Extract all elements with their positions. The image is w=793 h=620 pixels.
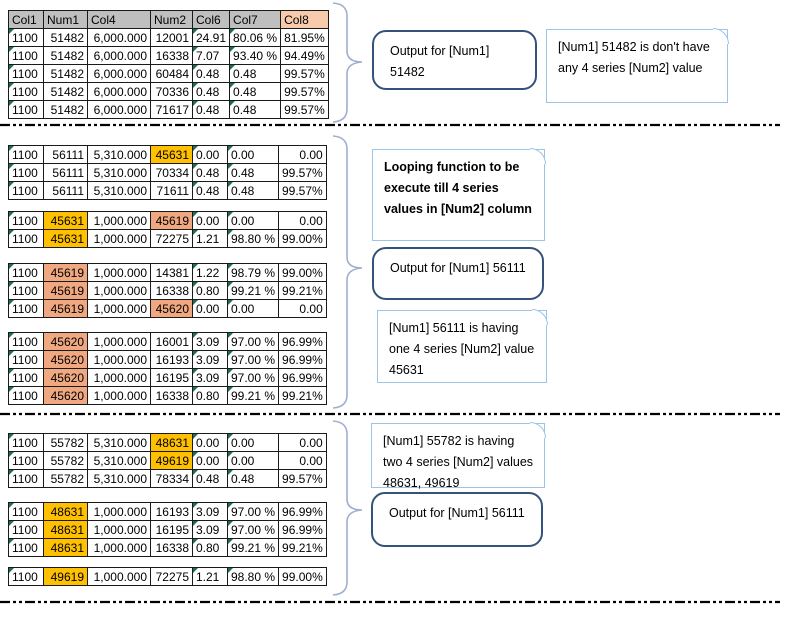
column-header-col7[interactable]: Col7 (230, 11, 281, 29)
callout-text: [Num1] 51482 is don't have any 4 series [Num2] value (558, 40, 710, 75)
cell-col6[interactable]: 0.00 (193, 146, 228, 164)
cell-col8[interactable]: 99.57% (279, 470, 327, 488)
cell-col6[interactable]: 3.09 (193, 503, 228, 521)
cell-num1[interactable]: 45619 (44, 300, 88, 318)
cell-col1[interactable]: 1100 (9, 47, 44, 65)
cell-col4[interactable]: 5,310.000 (88, 146, 151, 164)
cell-col4[interactable]: 6,000.000 (88, 29, 151, 47)
cell-col8[interactable]: 81.95% (281, 29, 329, 47)
cell-num2[interactable]: 60484 (151, 65, 193, 83)
cell-num1[interactable]: 49619 (44, 568, 88, 586)
cell-col8[interactable]: 96.99% (279, 503, 327, 521)
cell-num2[interactable]: 16001 (151, 333, 193, 351)
cell-col6[interactable]: 0.80 (193, 387, 228, 405)
cell-col1[interactable]: 1100 (9, 230, 44, 248)
cell-col4[interactable]: 5,310.000 (88, 164, 151, 182)
cell-col4[interactable]: 5,310.000 (88, 452, 151, 470)
cell-col8[interactable]: 96.99% (279, 351, 327, 369)
cell-col6[interactable]: 0.80 (193, 282, 228, 300)
table-num1-49619 (8, 567, 327, 586)
callout-text: Output for [Num1] 56111 (389, 506, 525, 520)
cell-col7[interactable]: 97.00 % (228, 351, 279, 369)
cell-col4[interactable]: 1,000.000 (88, 369, 151, 387)
cell-num1[interactable]: 51482 (44, 29, 88, 47)
column-header-num2[interactable]: Num2 (151, 11, 193, 29)
table-num1-45631 (8, 211, 327, 248)
cell-col6[interactable]: 0.00 (193, 300, 228, 318)
cell-num1[interactable]: 56111 (44, 146, 88, 164)
cell-col1[interactable]: 1100 (9, 470, 44, 488)
cell-col6[interactable]: 1.22 (193, 264, 228, 282)
table-row (9, 212, 327, 230)
cell-num2[interactable]: 48631 (151, 434, 193, 452)
cell-col4[interactable]: 1,000.000 (88, 333, 151, 351)
cell-col1[interactable]: 1100 (9, 282, 44, 300)
cell-col6[interactable]: 3.09 (193, 351, 228, 369)
cell-num2[interactable]: 72275 (151, 568, 193, 586)
table-row (9, 300, 327, 318)
cell-num1[interactable]: 51482 (44, 47, 88, 65)
cell-col4[interactable]: 1,000.000 (88, 351, 151, 369)
table-row (9, 182, 327, 200)
table-row (9, 282, 327, 300)
cell-num1[interactable]: 55782 (44, 434, 88, 452)
cell-col4[interactable]: 1,000.000 (88, 503, 151, 521)
cell-col7[interactable]: 0.48 (230, 83, 281, 101)
callout-output-56111[interactable] (372, 247, 544, 300)
cell-col8[interactable]: 99.00% (279, 264, 327, 282)
cell-col8[interactable]: 99.21% (279, 387, 327, 405)
cell-col8[interactable]: 96.99% (279, 521, 327, 539)
cell-col4[interactable]: 6,000.000 (88, 47, 151, 65)
cell-col7[interactable]: 99.21 % (228, 539, 279, 557)
cell-col6[interactable]: 0.48 (193, 470, 228, 488)
cell-col7[interactable]: 0.48 (230, 65, 281, 83)
table-row (9, 101, 329, 119)
section-divider-2 (0, 412, 780, 416)
cell-col6[interactable]: 24.91 (193, 29, 230, 47)
cell-col8[interactable]: 99.57% (279, 164, 327, 182)
cell-num2[interactable]: 45631 (151, 146, 193, 164)
cell-num1[interactable]: 56111 (44, 182, 88, 200)
cell-col1[interactable]: 1100 (9, 212, 44, 230)
cell-num1[interactable]: 48631 (44, 503, 88, 521)
cell-col7[interactable]: 0.00 (228, 452, 279, 470)
cell-col7[interactable]: 98.80 % (228, 568, 279, 586)
cell-col7[interactable]: 0.00 (228, 434, 279, 452)
cell-col4[interactable]: 1,000.000 (88, 568, 151, 586)
cell-col7[interactable]: 99.21 % (228, 387, 279, 405)
callout-note-51482[interactable] (546, 29, 728, 103)
cell-col6[interactable]: 3.09 (193, 333, 228, 351)
cell-col1[interactable]: 1100 (9, 351, 44, 369)
callout-text: Looping function to be execute till 4 series values in [Num2] column (384, 160, 532, 216)
cell-col8[interactable]: 99.57% (281, 65, 329, 83)
cell-col7[interactable]: 98.80 % (228, 230, 279, 248)
cell-num2[interactable]: 14381 (151, 264, 193, 282)
table-row (9, 452, 327, 470)
cell-num1[interactable]: 48631 (44, 539, 88, 557)
table-row (9, 521, 327, 539)
cell-num2[interactable]: 70336 (151, 83, 193, 101)
table-num1-56111 (8, 145, 327, 200)
callout-output-55782[interactable] (371, 492, 543, 547)
cell-col8[interactable]: 0.00 (279, 452, 327, 470)
cell-num1[interactable]: 48631 (44, 521, 88, 539)
cell-col1[interactable]: 1100 (9, 434, 44, 452)
cell-num2[interactable]: 71611 (151, 182, 193, 200)
cell-col4[interactable]: 1,000.000 (88, 539, 151, 557)
table-num1-48631 (8, 502, 327, 557)
cell-col8[interactable]: 0.00 (279, 300, 327, 318)
cell-col6[interactable]: 3.09 (193, 369, 228, 387)
cell-col4[interactable]: 5,310.000 (88, 470, 151, 488)
cell-num2[interactable]: 16338 (151, 387, 193, 405)
cell-col7[interactable]: 97.00 % (228, 521, 279, 539)
callout-looping-note[interactable] (372, 149, 545, 241)
cell-col8[interactable]: 99.21% (279, 282, 327, 300)
cell-num2[interactable]: 16193 (151, 351, 193, 369)
cell-num2[interactable]: 49619 (151, 452, 193, 470)
cell-col4[interactable]: 5,310.000 (88, 434, 151, 452)
cell-col7[interactable]: 0.00 (228, 300, 279, 318)
cell-col8[interactable]: 96.99% (279, 333, 327, 351)
cell-col8[interactable]: 94.49% (281, 47, 329, 65)
cell-col7[interactable]: 0.00 (228, 212, 279, 230)
cell-col6[interactable]: 0.48 (193, 83, 230, 101)
column-header-num1[interactable]: Num1 (44, 11, 88, 29)
cell-col7[interactable]: 97.00 % (228, 369, 279, 387)
column-header-col6[interactable]: Col6 (193, 11, 230, 29)
cell-col4[interactable]: 6,000.000 (88, 101, 151, 119)
cell-col4[interactable]: 1,000.000 (88, 521, 151, 539)
cell-num1[interactable]: 55782 (44, 452, 88, 470)
cell-col6[interactable]: 3.09 (193, 521, 228, 539)
cell-col8[interactable]: 0.00 (279, 434, 327, 452)
section-divider-3 (0, 600, 780, 604)
cell-num2[interactable]: 45619 (151, 212, 193, 230)
cell-col4[interactable]: 1,000.000 (88, 230, 151, 248)
cell-num2[interactable]: 45620 (151, 300, 193, 318)
table-row (9, 146, 327, 164)
cell-col6[interactable]: 0.00 (193, 452, 228, 470)
cell-col6[interactable]: 0.00 (193, 212, 228, 230)
cell-col6[interactable]: 0.80 (193, 539, 228, 557)
cell-col7[interactable]: 97.00 % (228, 503, 279, 521)
cell-col4[interactable]: 1,000.000 (88, 264, 151, 282)
table-row (9, 568, 327, 586)
cell-col7[interactable]: 0.48 (230, 101, 281, 119)
callout-text: Output for [Num1] 51482 (390, 44, 490, 79)
cell-col8[interactable]: 99.57% (281, 101, 329, 119)
callout-note-55782[interactable] (371, 423, 545, 488)
cell-num1[interactable]: 56111 (44, 164, 88, 182)
cell-col1[interactable]: 1100 (9, 146, 44, 164)
cell-num1[interactable]: 45620 (44, 351, 88, 369)
table-row (9, 264, 327, 282)
cell-col1[interactable]: 1100 (9, 568, 44, 586)
cell-col1[interactable]: 1100 (9, 65, 44, 83)
cell-num2[interactable]: 16195 (151, 369, 193, 387)
table-row (9, 29, 329, 47)
cell-col1[interactable]: 1100 (9, 369, 44, 387)
table-row (9, 387, 327, 405)
table-row (9, 503, 327, 521)
cell-col7[interactable]: 97.00 % (228, 333, 279, 351)
table-num1-51482 (8, 10, 329, 119)
cell-col1[interactable]: 1100 (9, 182, 44, 200)
cell-col4[interactable]: 1,000.000 (88, 282, 151, 300)
cell-col8[interactable]: 0.00 (279, 146, 327, 164)
cell-num1[interactable]: 51482 (44, 83, 88, 101)
cell-col6[interactable]: 7.07 (193, 47, 230, 65)
cell-col6[interactable]: 0.00 (193, 434, 228, 452)
table-num1-55782 (8, 433, 327, 488)
cell-col7[interactable]: 0.48 (228, 164, 279, 182)
section-brace-55782 (330, 420, 366, 596)
cell-num1[interactable]: 45620 (44, 387, 88, 405)
cell-col1[interactable]: 1100 (9, 264, 44, 282)
header-row (9, 11, 329, 29)
callout-text: [Num1] 55782 is having two 4 series [Num2] values 48631, 49619 (383, 434, 534, 490)
cell-num2[interactable]: 16338 (151, 282, 193, 300)
table-row (9, 47, 329, 65)
cell-col6[interactable]: 1.21 (193, 230, 228, 248)
cell-num2[interactable]: 72275 (151, 230, 193, 248)
cell-num1[interactable]: 45631 (44, 230, 88, 248)
cell-num2[interactable]: 16193 (151, 503, 193, 521)
cell-col1[interactable]: 1100 (9, 503, 44, 521)
cell-col4[interactable]: 1,000.000 (88, 212, 151, 230)
table-row (9, 65, 329, 83)
cell-col8[interactable]: 99.57% (279, 182, 327, 200)
cell-num1[interactable]: 51482 (44, 101, 88, 119)
cell-col8[interactable]: 96.99% (279, 369, 327, 387)
table-num1-45620 (8, 332, 327, 405)
cell-col6[interactable]: 0.48 (193, 182, 228, 200)
table-row (9, 369, 327, 387)
cell-col7[interactable]: 0.48 (228, 182, 279, 200)
cell-col7[interactable]: 0.00 (228, 146, 279, 164)
cell-num1[interactable]: 45619 (44, 282, 88, 300)
column-header-col4[interactable]: Col4 (88, 11, 151, 29)
cell-col1[interactable]: 1100 (9, 164, 44, 182)
cell-col8[interactable]: 99.21% (279, 539, 327, 557)
column-header-col8[interactable]: Col8 (281, 11, 329, 29)
cell-num2[interactable]: 70334 (151, 164, 193, 182)
cell-col8[interactable]: 0.00 (279, 212, 327, 230)
cell-col8[interactable]: 99.57% (281, 83, 329, 101)
cell-col6[interactable]: 0.48 (193, 101, 230, 119)
table-row (9, 470, 327, 488)
cell-col8[interactable]: 99.00% (279, 230, 327, 248)
callout-note-56111[interactable] (377, 310, 547, 383)
cell-col7[interactable]: 0.48 (228, 470, 279, 488)
cell-col1[interactable]: 1100 (9, 521, 44, 539)
table-row (9, 333, 327, 351)
cell-col4[interactable]: 5,310.000 (88, 182, 151, 200)
cell-col7[interactable]: 98.79 % (228, 264, 279, 282)
column-header-col1[interactable]: Col1 (9, 11, 44, 29)
callout-text: [Num1] 56111 is having one 4 series [Num2] value 45631 (389, 321, 535, 377)
cell-col6[interactable]: 1.21 (193, 568, 228, 586)
cell-col1[interactable]: 1100 (9, 300, 44, 318)
table-row (9, 351, 327, 369)
cell-col1[interactable]: 1100 (9, 387, 44, 405)
section-brace-56111 (330, 135, 366, 409)
cell-col4[interactable]: 1,000.000 (88, 300, 151, 318)
cell-num2[interactable]: 16195 (151, 521, 193, 539)
table-row (9, 83, 329, 101)
cell-num2[interactable]: 12001 (151, 29, 193, 47)
cell-col6[interactable]: 0.48 (193, 164, 228, 182)
cell-num1[interactable]: 45620 (44, 333, 88, 351)
table-row (9, 539, 327, 557)
cell-col1[interactable]: 1100 (9, 29, 44, 47)
cell-col4[interactable]: 6,000.000 (88, 65, 151, 83)
cell-num2[interactable]: 78334 (151, 470, 193, 488)
cell-col4[interactable]: 6,000.000 (88, 83, 151, 101)
table-row (9, 164, 327, 182)
table-row (9, 434, 327, 452)
cell-col4[interactable]: 1,000.000 (88, 387, 151, 405)
cell-col1[interactable]: 1100 (9, 101, 44, 119)
section-brace-51482 (330, 2, 366, 123)
cell-num1[interactable]: 45619 (44, 264, 88, 282)
cell-num1[interactable]: 51482 (44, 65, 88, 83)
cell-num2[interactable]: 16338 (151, 47, 193, 65)
cell-num2[interactable]: 71617 (151, 101, 193, 119)
cell-col1[interactable]: 1100 (9, 452, 44, 470)
cell-col1[interactable]: 1100 (9, 333, 44, 351)
section-divider-1 (0, 123, 780, 127)
cell-col1[interactable]: 1100 (9, 539, 44, 557)
cell-num1[interactable]: 45620 (44, 369, 88, 387)
cell-col1[interactable]: 1100 (9, 83, 44, 101)
table-row (9, 230, 327, 248)
cell-col7[interactable]: 93.40 % (230, 47, 281, 65)
callout-text: Output for [Num1] 56111 (390, 261, 526, 275)
cell-num1[interactable]: 55782 (44, 470, 88, 488)
callout-output-51482[interactable] (372, 30, 537, 90)
cell-num2[interactable]: 16338 (151, 539, 193, 557)
table-num1-45619 (8, 263, 327, 318)
cell-num1[interactable]: 45631 (44, 212, 88, 230)
cell-col7[interactable]: 99.21 % (228, 282, 279, 300)
cell-col6[interactable]: 0.48 (193, 65, 230, 83)
cell-col7[interactable]: 80.06 % (230, 29, 281, 47)
cell-col8[interactable]: 99.00% (279, 568, 327, 586)
